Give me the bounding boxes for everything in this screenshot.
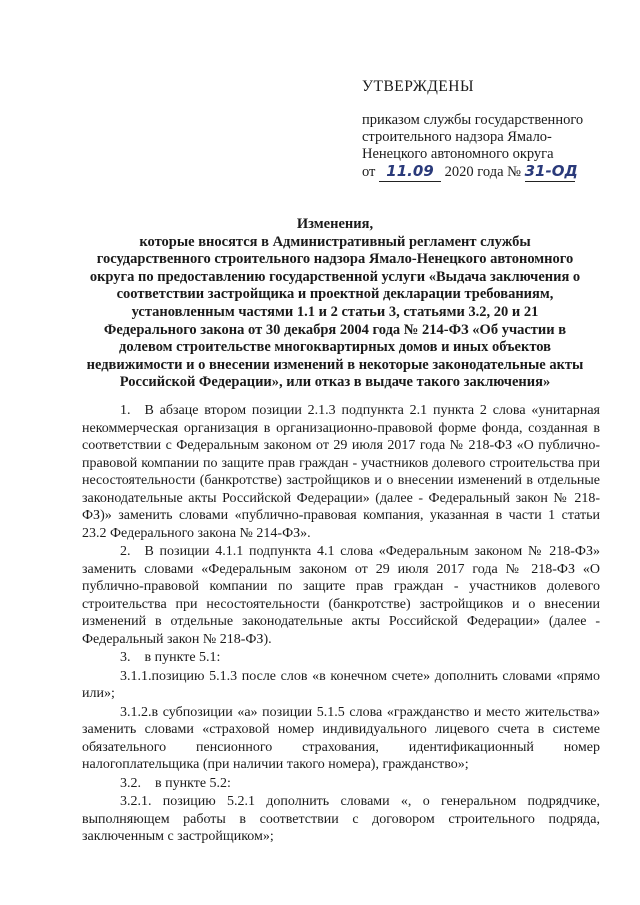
approval-line: Ненецкого автономного округа (362, 146, 554, 162)
approval-date-line (362, 163, 612, 182)
title-line: Федерального закона от 30 декабря 2004 года № 214-ФЗ «Об участии в (103, 321, 567, 338)
title-line: недвижимости и о внесении изменений в некоторые законодательные акты (86, 356, 584, 373)
paragraph-3-1-2: 3.1.2.в субпозиции «а» позиции 5.1.5 слова «гражданство и место жительства» заменить словами «страховой номер индивидуального лицевого счета в системе обязательного пенсионного страхования, идентификационный номер налогоплательщика (при наличии такого номера), гражданство»; (82, 704, 600, 772)
paragraph-3-2-1: 3.2.1. позицию 5.2.1 дополнить словами «, о генеральном подрядчике, выполняющем работы в соответствии с договором строительного подряда, заключенным с застройщиком»; (82, 794, 600, 844)
year-text: 2020 года № (444, 164, 521, 180)
title-line: которые вносятся в Административный регламент службы (139, 233, 531, 250)
paragraph-2: 2. В позиции 4.1.1 подпункта 4.1 слова «Федеральным законом № 218-ФЗ» заменить словами «Федеральным законом от 29 июля 2017 года № 218-ФЗ «О публично-правовой компании по защите прав граждан - участников долевого строительства при несостоятельности (банкротстве) застройщиков и о внесении изменений в отдельные законодательные акты Российской Федерации» (далее - Федеральный закон № 218-ФЗ). (82, 544, 600, 647)
paragraph-3-2: 3.2. в пункте 5.2: (120, 775, 231, 791)
document-title (76, 216, 594, 392)
title-line: Российской Федерации», или отказ в выдаче такого заключения» (119, 374, 551, 391)
paragraph-3: 3. в пункте 5.1: (120, 650, 221, 665)
title-line: долевом строительстве многоквартирных домов и иных объектов (119, 339, 551, 356)
document-body (82, 402, 600, 847)
title-line: государственного строительного надзора Ямало-Ненецкого автономного (96, 251, 574, 268)
approval-line: приказом службы государственного (362, 112, 584, 128)
title-line: соответствии застройщика и проектной декларации требованиям, (116, 286, 554, 303)
title-line: Изменения, (296, 216, 374, 232)
title-line: округа по предоставлению государственной услуги «Выдача заключения о (89, 268, 581, 285)
paragraph-1: 1. В абзаце втором позиции 2.1.3 подпункта 2.1 пункта 2 слова «унитарная некоммерческая организация в организационно-правовой форме фонда, созданная в соответствии с Федеральным законом от 29 июля 2017 года № 218-ФЗ «О публично-правовой компании по защите прав граждан - участников долевого строительства при несостоятельности (банкротстве) застройщиков и о внесении изменений в отдельные законодательные акты Российской Федерации» (далее - Федеральный закон № 218-ФЗ)» заменить словами «публично-правовая компания, указанная в части 1 статьи 23.2 Федерального закона № 214-ФЗ». (82, 403, 600, 541)
approval-heading: УТВЕРЖДЕНЫ (362, 78, 474, 95)
title-line: установленным частями 1.1 и 2 статьи 3, статьями 3.2, 20 и 21 (131, 303, 539, 320)
approval-line: строительного надзора Ямало- (362, 129, 552, 145)
date-prefix: от (362, 164, 376, 180)
handwritten-date: 11.09 (386, 162, 434, 180)
handwritten-number: 31-ОД (524, 162, 578, 180)
paragraph-3-1-1: 3.1.1.позицию 5.1.3 после слов «в конечном счете» дополнить словами «прямо или»; (82, 668, 600, 701)
approval-block (362, 78, 612, 182)
